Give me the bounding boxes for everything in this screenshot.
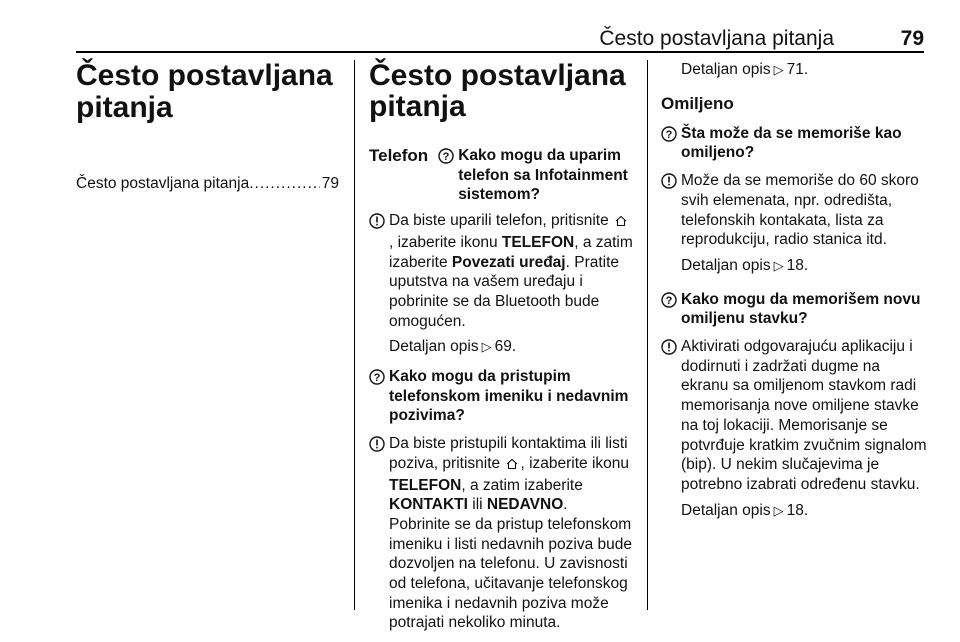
reference-arrow-icon: ▷	[481, 339, 492, 355]
question-favorites-how: ? Kako mogu da memorišem novu omiljenu stavku?	[661, 290, 929, 329]
question-phonebook: ? Kako mogu da pristupim telefonskom imeniku i nedavnim pozivima?	[369, 367, 633, 426]
reference-link[interactable]: Detaljan opis ▷ 18.	[681, 256, 809, 274]
home-icon	[506, 456, 518, 476]
question-circle-icon	[661, 292, 677, 308]
column-divider	[354, 60, 355, 610]
svg-text:?: ?	[665, 128, 673, 141]
svg-text:?: ?	[442, 151, 450, 163]
toc-entry[interactable]	[76, 174, 339, 194]
question-circle-icon	[369, 369, 385, 385]
reference-arrow-icon: ▷	[773, 257, 784, 273]
subsection-omiljeno: Omiljeno	[661, 93, 734, 113]
svg-text:?: ?	[665, 294, 673, 307]
chapter-title: Često postavljana pitanja	[76, 59, 333, 124]
exclamation-circle-icon	[661, 339, 677, 355]
reference-arrow-icon: ▷	[773, 502, 784, 518]
question-circle-icon	[438, 148, 454, 164]
home-icon	[615, 213, 627, 233]
reference-arrow-icon: ▷	[773, 62, 784, 77]
reference-link[interactable]: Detaljan opis ▷ 69.	[389, 338, 517, 356]
page-number: 79	[900, 27, 924, 50]
subsection-telefon: Telefon	[369, 146, 429, 165]
question-favorites-what: ? Šta može da se memoriše kao omiljeno?	[661, 124, 929, 163]
section-title: Često postavljana pitanja	[369, 59, 626, 123]
toc-leader-dots	[249, 174, 320, 194]
answer-phonebook: Da biste pristupili kontaktima ili listi poziva, pritisnite , izaberite ikonu TELEFON, a zatim izaberite KONTAKTI ili NEDAVNO. Pobrinite se da pristup telefonskom imeniku i listi nedavnih poziva bude dozvoljen na telefonu. U zavisnosti od telefona, učitavanje telefonskog imenika i nedavnih poziva može potrajati nekoliko minuta.	[369, 434, 633, 633]
answer-favorites-how: Aktivirati odgovarajuću aplikaciju i dodirnuti i zadržati dugme na ekranu sa omiljenom stavkom radi memorisanja nove omiljene stavke na toj lokaciji. Memorisanje se potvrđuje kratkim zvučnim signalom (bip). U nekim slučajevima je potrebno izabrati određenu stavku.	[661, 337, 929, 495]
answer-pair-phone: Da biste uparili telefon, pritisnite , izaberite ikonu TELEFON, a zatim izaberite Povezati uređaj. Pratite uputstva na vašem uređaju i pobrinite se da Bluetooth bude omogućen.	[369, 211, 633, 331]
column-2	[369, 60, 633, 633]
answer-favorites-what: Može da se memoriše do 60 skoro svih elemenata, npr. odredišta, telefonskih kontakata, lista za reprodukciju, radio stanica itd.	[661, 171, 929, 250]
toc-page: 79	[321, 175, 339, 192]
reference-link[interactable]: Detaljan opis ▷ 71.	[681, 61, 809, 78]
page-header	[76, 26, 924, 53]
exclamation-circle-icon	[661, 173, 677, 189]
question-circle-icon	[661, 126, 677, 142]
svg-text:?: ?	[373, 372, 381, 385]
column-3	[661, 60, 929, 520]
toc-label: Često postavljana pitanja	[76, 175, 250, 192]
header-title: Često postavljana pitanja	[599, 27, 834, 50]
exclamation-circle-icon	[369, 213, 385, 229]
reference-link[interactable]: Detaljan opis ▷ 18.	[681, 501, 809, 519]
column-divider	[647, 60, 648, 610]
column-1	[76, 60, 339, 194]
exclamation-circle-icon	[369, 436, 385, 452]
question-pair-phone: ? Kako mogu da uparim telefon sa Infotainment sistemom?	[438, 146, 633, 205]
